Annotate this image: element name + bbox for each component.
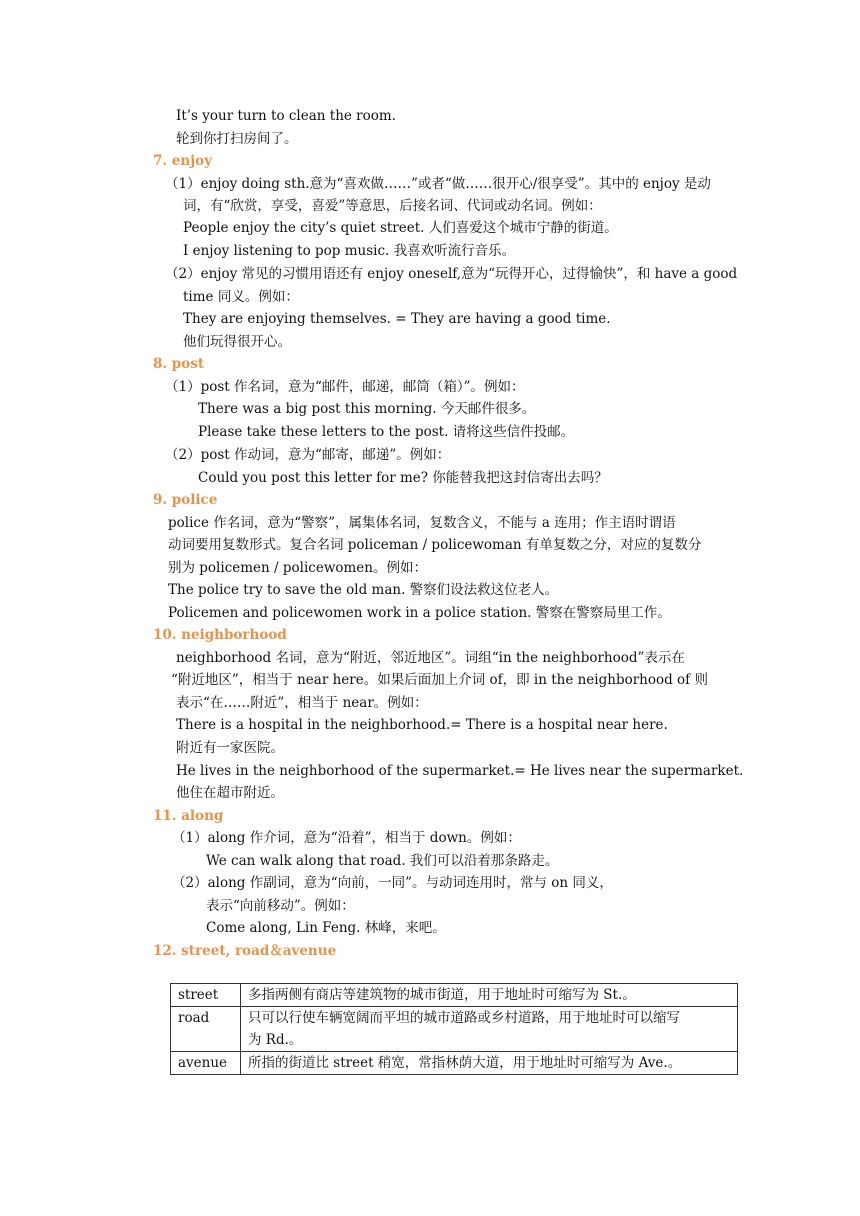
section-heading-post: 8. post (153, 356, 205, 372)
table-row (171, 984, 738, 1007)
neighborhood-line: There is a hospital in the neighborhood.= There is a hospital near here. (176, 717, 668, 733)
description-cell (241, 984, 738, 1007)
enjoy-line: （2）enjoy 常见的习惯用语还有 enjoy oneself,意为“玩得开心，过得愉快”，和 have a good (165, 266, 738, 282)
description-cell (241, 1007, 738, 1052)
enjoy-line: 他们玩得很开心。 (183, 334, 291, 350)
section-heading-police: 9. police (153, 492, 218, 508)
neighborhood-line: 他住在超市附近。 (176, 785, 284, 801)
enjoy-line: They are enjoying themselves. = They are having a good time. (183, 311, 611, 327)
description-line: 多指两侧有商店等建筑物的城市街道，用于地址时可缩写为 St.。 (248, 987, 636, 1003)
along-line: （1）along 作介词，意为“沿着”，相当于 down。例如： (172, 830, 521, 846)
neighborhood-line: 附近有一家医院。 (176, 740, 284, 756)
enjoy-line: time 同义。例如： (183, 289, 299, 305)
section-heading-along: 11. along (153, 808, 224, 824)
along-line: We can walk along that road. 我们可以沿着那条路走。 (206, 853, 559, 869)
term-cell: street (171, 984, 241, 1007)
enjoy-line: People enjoy the city’s quiet street. 人们喜爱这个城市宁静的街道。 (183, 220, 618, 236)
along-line: （2）along 作副词，意为“向前，一同”。与动词连用时，常与 on 同义， (172, 875, 613, 891)
neighborhood-line: “附近地区”，相当于 near here。如果后面加上介词 of，即 in the neighborhood of 则 (171, 672, 708, 688)
term-cell: avenue (171, 1052, 241, 1075)
section-heading-street-road-avenue: 12. street, road＆avenue (153, 943, 337, 959)
enjoy-line: 词，有“欣赏，享受，喜爱”等意思，后接名词、代词或动名词。例如： (183, 198, 602, 214)
description-cell (241, 1052, 738, 1075)
police-line: 动词要用复数形式。复合名词 policeman / policewoman 有单复数之分，对应的复数分 (168, 537, 702, 553)
post-line: （2）post 作动词，意为“邮寄，邮递”。例如： (165, 447, 451, 463)
description-line: 为 Rd.。 (248, 1032, 303, 1048)
police-line: police 作名词，意为“警察”，属集体名词，复数含义，不能与 a 连用；作主语时谓语 (168, 515, 676, 531)
post-line: Please take these letters to the post. 请将这些信件投邮。 (198, 424, 575, 440)
neighborhood-line: 表示“在……附近”，相当于 near。例如： (176, 695, 428, 711)
example-sentence: It’s your turn to clean the room. (176, 108, 396, 124)
table-row (171, 1007, 738, 1052)
post-line: Could you post this letter for me? 你能替我把这封信寄出去吗？ (198, 470, 608, 486)
section-heading-enjoy: 7. enjoy (153, 153, 212, 169)
street-road-avenue-table (170, 983, 738, 1075)
police-line: The police try to save the old man. 警察们设法救这位老人。 (168, 582, 559, 598)
police-line: 别为 policemen / policewomen。例如： (168, 560, 427, 576)
neighborhood-line: He lives in the neighborhood of the supermarket.= He lives near the supermarket. (176, 763, 744, 779)
post-line: （1）post 作名词，意为“邮件，邮递，邮筒（箱）”。例如： (165, 379, 525, 395)
neighborhood-line: neighborhood 名词，意为“附近，邻近地区”。词组“in the neighborhood”表示在 (176, 650, 685, 666)
description-line: 所指的街道比 street 稍宽，常指林荫大道，用于地址时可缩写为 Ave.。 (248, 1055, 682, 1071)
police-line: Policemen and policewomen work in a police station. 警察在警察局里工作。 (168, 605, 671, 621)
term-cell: road (171, 1007, 241, 1052)
along-line: Come along, Lin Feng. 林峰，来吧。 (206, 920, 446, 936)
example-translation: 轮到你打扫房间了。 (176, 131, 298, 147)
enjoy-line: I enjoy listening to pop music. 我喜欢听流行音乐。 (183, 243, 516, 259)
enjoy-line: （1）enjoy doing sth.意为“喜欢做……”或者“做……很开心/很享受”。其中的 enjoy 是动 (165, 176, 711, 192)
table-row (171, 1052, 738, 1075)
section-heading-neighborhood: 10. neighborhood (153, 627, 287, 643)
along-line: 表示“向前移动”。例如： (206, 898, 355, 914)
post-line: There was a big post this morning. 今天邮件很多。 (198, 401, 536, 417)
description-line: 只可以行使车辆宽阔而平坦的城市道路或乡村道路，用于地址时可以缩写 (248, 1010, 680, 1026)
